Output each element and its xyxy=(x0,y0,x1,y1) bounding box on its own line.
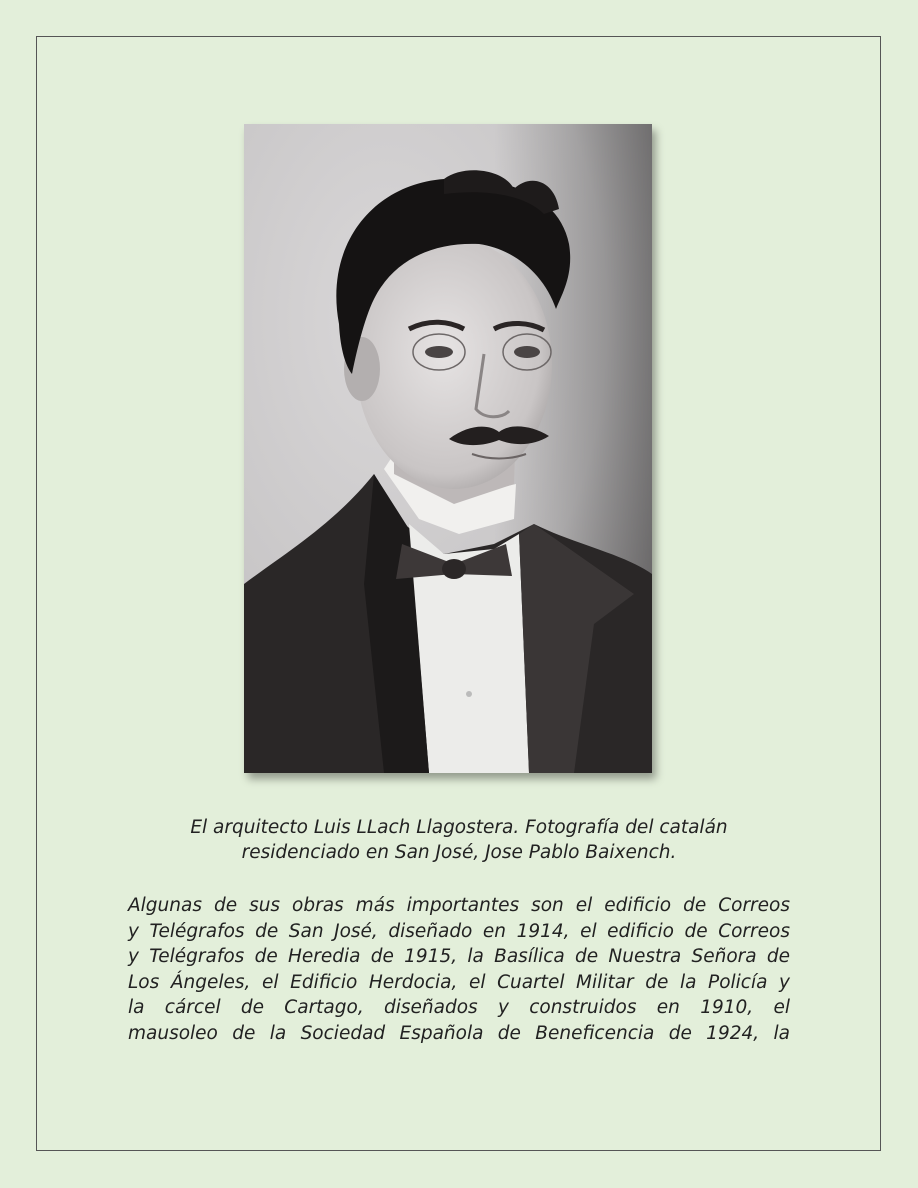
paragraph-line: Algunas de sus obras más importantes son el edificio de Correos xyxy=(128,895,790,916)
caption-line: El arquitecto Luis LLach Llagostera. Fotografía del catalán xyxy=(190,817,728,838)
paragraph-line: la cárcel de Cartago, diseñados y construidos en 1910, el xyxy=(128,997,790,1019)
caption-line: residenciado en San José, Jose Pablo Baixench. xyxy=(241,842,677,863)
photo-caption xyxy=(128,815,790,865)
paragraph-line: mausoleo de la Sociedad Española de Beneficencia de 1924, la xyxy=(128,1022,790,1044)
portrait-photo xyxy=(244,124,652,773)
paragraph-line: y Telégrafos de Heredia de 1915, la Basílica de Nuestra Señora de xyxy=(128,946,790,968)
body-paragraph xyxy=(128,893,790,1047)
paragraph-line: Los Ángeles, el Edificio Herdocia, el Cuartel Militar de la Policía y xyxy=(128,971,790,993)
paragraph-line: y Telégrafos de San José, diseñado en 1914, el edificio de Correos xyxy=(128,920,790,942)
